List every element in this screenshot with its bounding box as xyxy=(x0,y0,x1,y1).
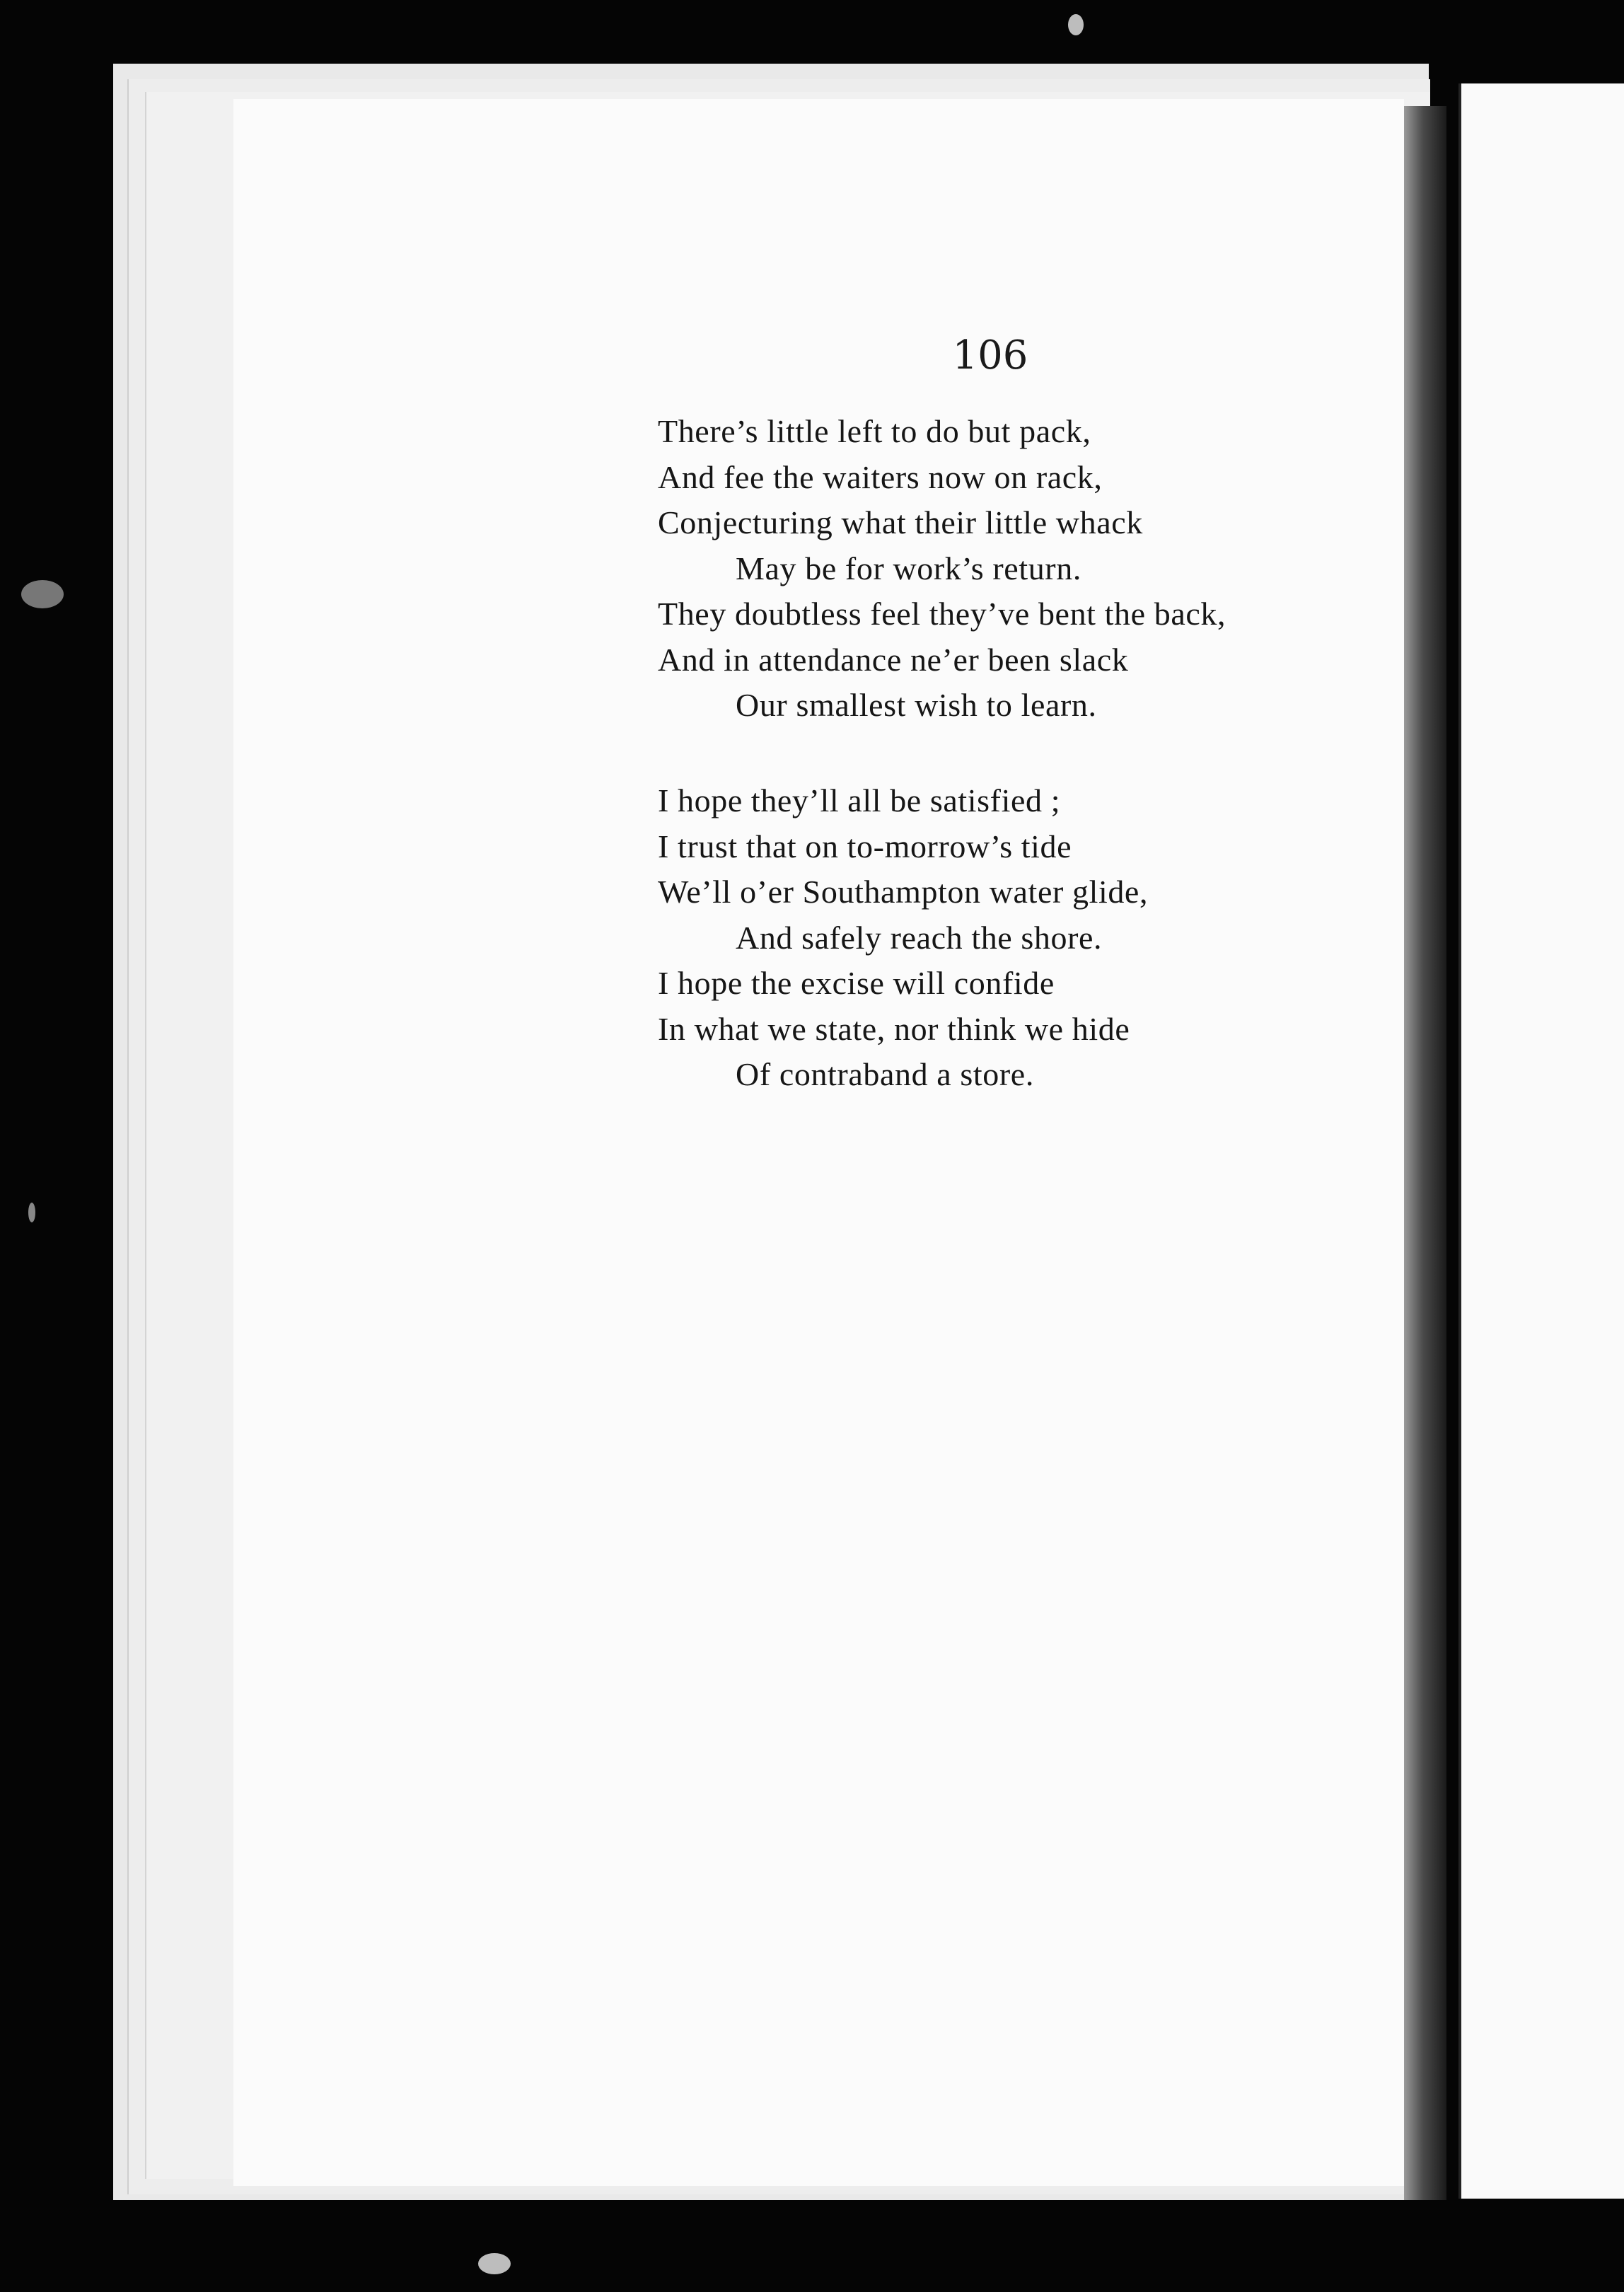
dust-speck xyxy=(1068,14,1084,35)
verse-line: And fee the waiters now on rack, xyxy=(658,458,1103,495)
poem-stanza-2 xyxy=(658,778,1365,1098)
page-number: 106 xyxy=(952,332,1028,378)
verse-line: Conjecturing what their little whack xyxy=(658,504,1143,540)
verse-line: We’ll o’er Southampton water glide, xyxy=(658,874,1149,910)
dust-speck xyxy=(21,580,64,608)
verse-line: There’s little left to do but pack, xyxy=(658,413,1091,449)
verse-line: They doubtless feel they’ve bent the back, xyxy=(658,596,1226,632)
binding-gutter xyxy=(1404,106,1446,2200)
verse-line-indented: May be for work’s return. xyxy=(736,550,1081,586)
verse-line-indented: And safely reach the shore. xyxy=(736,919,1103,956)
verse-line: And in attendance ne’er been slack xyxy=(658,641,1129,678)
poem-stanza-1 xyxy=(658,409,1365,729)
verse-line: I hope they’ll all be satisfied ; xyxy=(658,782,1061,818)
facing-page-edge xyxy=(1458,83,1624,2199)
verse-line: I hope the excise will confide xyxy=(658,965,1055,1001)
verse-line: I trust that on to-morrow’s tide xyxy=(658,828,1072,864)
dust-speck xyxy=(478,2253,511,2274)
verse-line: In what we state, nor think we hide xyxy=(658,1010,1130,1047)
dust-speck xyxy=(28,1203,35,1222)
verse-line-indented: Our smallest wish to learn. xyxy=(736,687,1097,723)
verse-line-indented: Of contraband a store. xyxy=(736,1056,1034,1092)
